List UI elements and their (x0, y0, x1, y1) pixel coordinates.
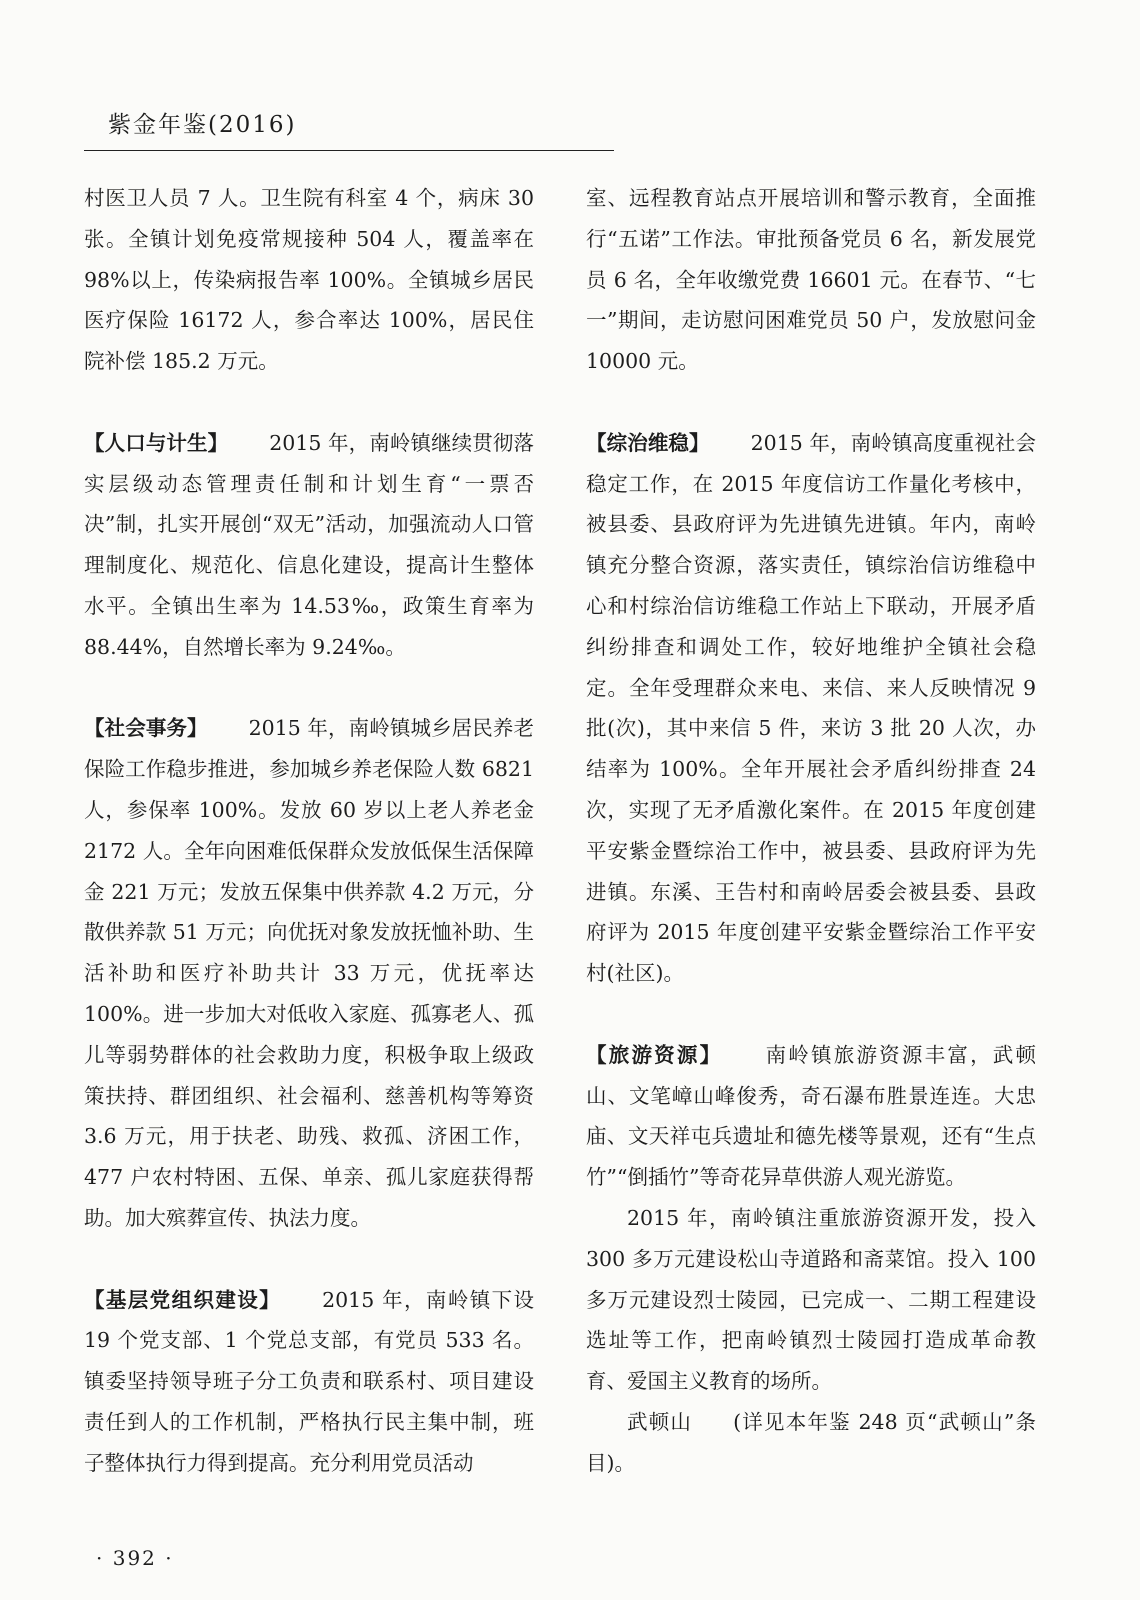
paragraph-wudun-mountain (586, 1402, 1036, 1484)
entry-name-wudun: 武顿山 (627, 1409, 693, 1434)
section-text-social-affairs: 2015 年，南岭镇城乡居民养老保险工作稳步推进，参加城乡养老保险人数 6821 人，参保率 100%。发放 60 岁以上老人养老金 2172 人。全年向困难低保群众发放低保生活保障金 221 万元；发放五保集中供养款 4.2 万元，分散供养款 51 万元；向优抚对象发放抚恤补助、生活补助和医疗补助共计 33 万元，优抚率达 100%。进一步加大对低收入家庭、孤寡老人、孤儿等弱势群体的社会救助力度，积极争取上级政策扶持、群团组织、社会福利、慈善机构等筹资 3.6 万元，用于扶老、助残、救孤、济困工作，477 户农村特困、五保、单亲、孤儿家庭获得帮助。加大殡葬宣传、执法力度。 (84, 716, 535, 1230)
section-text-tourism: 南岭镇旅游资源丰富，武顿山、文笔嶂山峰俊秀，奇石瀑布胜景连连。大忠庙、文天祥屯兵遗址和德先楼等景观，还有“生点竹”“倒插竹”等奇花异草供游人观光游览。 (586, 1042, 1037, 1190)
section-tag-social-affairs: 【社会事务】 (84, 716, 208, 741)
right-column (586, 178, 1036, 1484)
section-tag-stability: 【综治维稳】 (586, 430, 710, 455)
section-party-building (84, 1280, 534, 1484)
section-tourism (586, 1035, 1036, 1198)
running-header: 紫金年鉴(2016) (108, 112, 297, 138)
section-tag-party-building: 【基层党组织建设】 (84, 1287, 282, 1312)
section-tag-tourism: 【旅游资源】 (586, 1042, 723, 1067)
section-text-population: 2015 年，南岭镇继续贯彻落实层级动态管理责任制和计划生育“一票否决”制，扎实开展创“双无”活动，加强流动人口管理制度化、规范化、信息化建设，提高计生整体水平。全镇出生率为 14.53‰，政策生育率为 88.44%，自然增长率为 9.24‰。 (84, 430, 535, 659)
section-social-affairs (84, 708, 534, 1238)
entry-reference-wudun: (详见本年鉴 248 页“武顿山”条目)。 (586, 1409, 1037, 1475)
paragraph-party-continued: 室、远程教育站点开展培训和警示教育，全面推行“五诺”工作法。审批预备党员 6 名，新发展党员 6 名，全年收缴党费 16601 元。在春节、“七一”期间，走访慰问困难党员 50 户，发放慰问金 10000 元。 (586, 186, 1036, 374)
page-number: · 392 · (96, 1546, 174, 1570)
section-stability (586, 423, 1036, 994)
paragraph-health-continued: 村医卫人员 7 人。卫生院有科室 4 个，病床 30 张。全镇计划免疫常规接种 504 人，覆盖率在 98%以上，传染病报告率 100%。全镇城乡居民医疗保险 16172 人，参合率达 100%，居民住院补偿 185.2 万元。 (84, 186, 534, 374)
paragraph-tourism-development: 2015 年，南岭镇注重旅游资源开发，投入 300 多万元建设松山寺道路和斋菜馆。投入 100 多万元建设烈士陵园，已完成一、二期工程建设选址等工作，把南岭镇烈士陵园打造成革命教育、爱国主义教育的场所。 (586, 1205, 1036, 1394)
section-text-stability: 2015 年，南岭镇高度重视社会稳定工作，在 2015 年度信访工作量化考核中，被县委、县政府评为先进镇先进镇。年内，南岭镇充分整合资源，落实责任，镇综治信访维稳中心和村综治信访维稳工作站上下联动，开展矛盾纠纷排查和调处工作，较好地维护全镇社会稳定。全年受理群众来电、来信、来人反映情况 9 批(次)，其中来信 5 件，来访 3 批 20 人次，办结率为 100%。全年开展社会矛盾纠纷排查 24 次，实现了无矛盾激化案件。在 2015 年度创建平安紫金暨综治工作中，被县委、县政府评为先进镇。东溪、王告村和南岭居委会被县委、县政府评为 2015 年度创建平安紫金暨综治工作平安村(社区)。 (586, 430, 1037, 986)
header-rule (84, 150, 614, 151)
section-tag-population: 【人口与计生】 (84, 430, 229, 455)
section-population (84, 423, 534, 668)
left-column (84, 178, 534, 1484)
section-text-party-building: 2015 年，南岭镇下设 19 个党支部、1 个党总支部，有党员 533 名。镇委坚持领导班子分工负责和联系村、项目建设责任到人的工作机制，严格执行民主集中制，班子整体执行力得到提高。充分利用党员活动 (84, 1287, 535, 1475)
